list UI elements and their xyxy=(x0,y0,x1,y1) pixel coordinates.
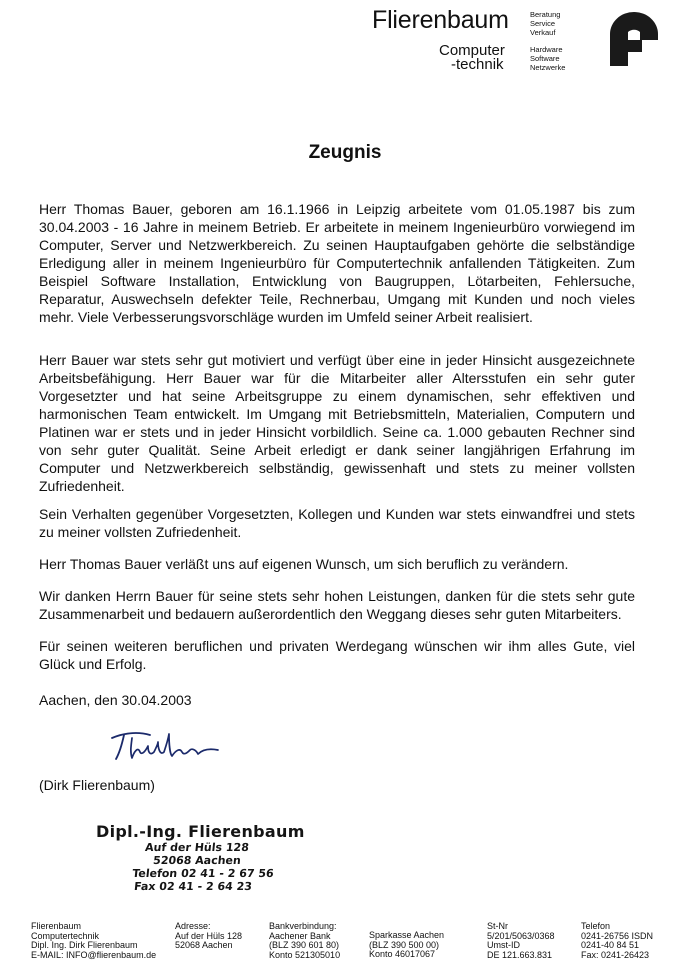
stamp-line: Auf der Hüls 128 xyxy=(144,841,250,854)
footer-address xyxy=(175,922,242,951)
service-item: Hardware xyxy=(530,45,563,54)
stamp-line: Telefon 02 41 - 2 67 56 xyxy=(131,867,275,880)
footer-line: Computertechnik xyxy=(31,930,100,941)
company-name: Flierenbaum xyxy=(372,6,509,34)
company-stamp xyxy=(96,822,305,893)
body-paragraph: Wir danken Herrn Bauer für seine stets sehr hohen Leistungen, danken für die stets sehr gute Zusammenarbeit und bedauern außerordentlich den Weggang dieses sehr guten Mitarbeiters. xyxy=(39,588,635,622)
service-item: Verkauf xyxy=(530,28,556,37)
footer-line: Aachener Bank xyxy=(269,930,331,941)
footer-tax xyxy=(487,922,555,960)
service-item: Service xyxy=(530,19,556,28)
footer-phone xyxy=(581,922,653,960)
footer-line: 0241-40 84 51 xyxy=(581,940,640,950)
footer-line: Umst-ID xyxy=(487,940,520,950)
body-paragraph: Herr Bauer war stets sehr gut motiviert und verfügt über eine in jeder Hinsicht ausgezeichnete Arbeitsbefähigung. Herr Bauer war für die Mitarbeiter aller Altersstufen ein sehr guter Vorgesetzter und hat seine Arbeitsgruppe zu einem dynamischen, sehr effektiven und harmonischen Team entwickelt. Im Umgang mit Betriebsmitteln, Materialien, Computern und Platinen war er stets und in jeder Hinsicht vorbildlich. Seine ca. 1.000 gebauten Rechner sind von sehr guter Qualität. Seine Arbeit erledigt er dank seiner langjährigen Erfahrung im Computer und Netzwerkbereich selbständig, gewissenhaft und stets zu meiner vollsten Zufriedenheit. xyxy=(39,352,635,494)
footer-line: 52068 Aachen xyxy=(175,940,233,950)
body-paragraph: Herr Thomas Bauer, geboren am 16.1.1966 in Leipzig arbeitete vom 01.05.1987 bis zum 30.04.2003 - 16 Jahre in meinem Betrieb. Er arbeitete in meinem Ingenieurbüro vorwiegend im Computer, Server und Netzwerkbereich. Zu seinen Hauptaufgaben gehörte die selbständige Erledigung aller in meinem Ingenieurbüro für Computertechnik anfallenden Tätigkeiten. Zum Beispiel Software Installation, Entwicklung von Baugruppen, Lötarbeiten, Fehlersuche, Reparatur, Auswechseln defekter Teile, Rechnerbau, Umgang mit Kunden und noch vieles mehr. Viele Verbesserungsvorschläge wurden im Umfeld seiner Arbeit realisiert. xyxy=(39,201,635,325)
footer-line: DE 121.663.831 xyxy=(487,949,553,960)
footer-line: St-Nr xyxy=(487,921,508,931)
document-title: Zeugnis xyxy=(308,142,382,163)
footer-line: Flierenbaum xyxy=(31,921,82,931)
service-item: Software xyxy=(530,54,560,63)
footer-line: 0241-26756 ISDN xyxy=(581,930,654,941)
footer-company-info xyxy=(31,922,156,960)
footer-line: (BLZ 390 601 80) xyxy=(269,940,340,950)
services-list-a xyxy=(530,10,560,37)
footer-line: Auf der Hüls 128 xyxy=(175,930,243,941)
signer-name: (Dirk Flierenbaum) xyxy=(39,777,155,793)
footer-bank-2 xyxy=(369,931,444,960)
footer-email: E-MAIL: INFO@flierenbaum.de xyxy=(31,949,157,960)
footer-line: Konto 521305010 xyxy=(269,949,341,960)
service-item: Netzwerke xyxy=(530,63,566,72)
body-paragraph: Herr Thomas Bauer verläßt uns auf eigenen Wunsch, um sich beruflich zu verändern. xyxy=(39,556,569,572)
f-logo-icon xyxy=(608,10,660,68)
service-item: Beratung xyxy=(530,10,561,19)
footer-line: Telefon xyxy=(581,921,611,931)
stamp-line: 52068 Aachen xyxy=(152,854,242,867)
footer-line: Fax: 0241-26423 xyxy=(581,949,650,960)
footer-line: Dipl. Ing. Dirk Flierenbaum xyxy=(31,940,138,950)
handwritten-signature xyxy=(106,726,226,766)
place-date: Aachen, den 30.04.2003 xyxy=(39,692,192,708)
footer-line: 5/201/5063/0368 xyxy=(487,930,555,941)
footer-bank-1 xyxy=(269,922,340,960)
stamp-line: Dipl.-Ing. Flierenbaum xyxy=(96,822,305,841)
footer-line: (BLZ 390 500 00) xyxy=(369,939,440,950)
body-paragraph: Für seinen weiteren beruflichen und privaten Werdegang wünschen wir ihm alles Gute, viel Glück und Erfolg. xyxy=(39,638,635,672)
footer-line: Bankverbindung: xyxy=(269,921,337,931)
company-subtitle-line1: Computer xyxy=(439,42,505,59)
footer-line: Sparkasse Aachen xyxy=(369,930,445,940)
services-list-b xyxy=(530,45,565,72)
company-subtitle-line2: -technik xyxy=(451,56,504,73)
footer-line: Konto 46017067 xyxy=(369,949,436,959)
stamp-line: Fax 02 41 - 2 64 23 xyxy=(133,880,253,893)
body-paragraph: Sein Verhalten gegenüber Vorgesetzten, Kollegen und Kunden war stets einwandfrei und stets zu meiner vollsten Zufriedenheit. xyxy=(39,506,635,540)
footer-line: Adresse: xyxy=(175,921,211,931)
